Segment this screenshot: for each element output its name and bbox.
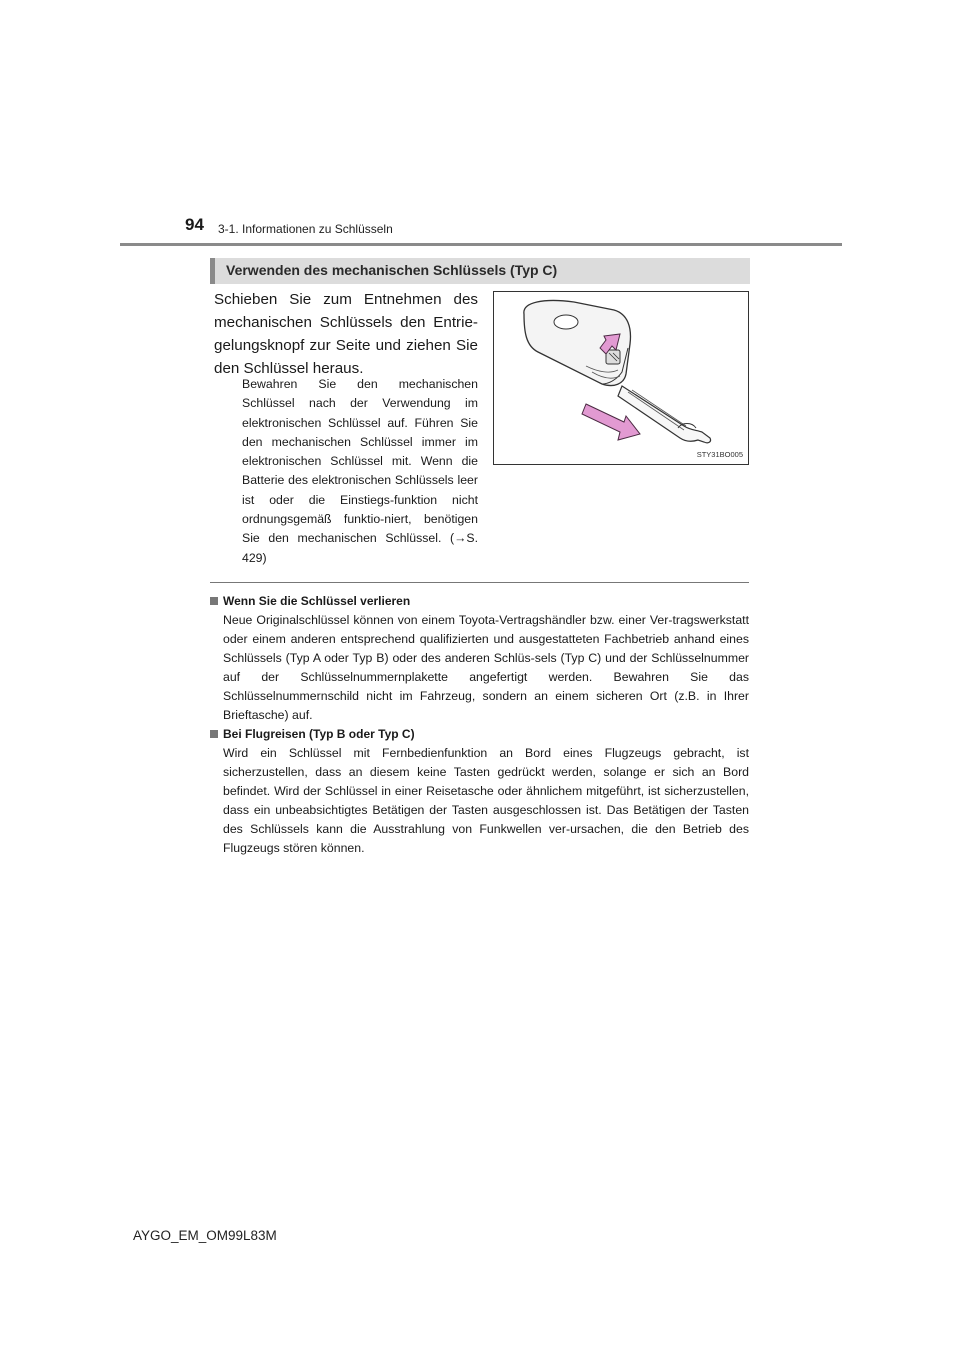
- air-travel-heading-text: Bei Flugreisen (Typ B oder Typ C): [223, 727, 415, 741]
- key-illustration-drawing: [494, 292, 748, 464]
- key-storage-note: Bewahren Sie den mechanischen Schlüssel nach der Verwendung im elektronischen Schlüssel auf. Führen Sie den mechanischen Schlüssel immer im elektronischen Schlüssel mit. Wenn die Batterie des elektronischen Schlüssels leer ist oder die Einstiegs-funktion nicht ordnungsgemäß funktio-niert, benötigen Sie den mechanischen Schlüssel. (→S. 429): [242, 377, 478, 565]
- bullet-square-icon: [210, 597, 218, 605]
- air-travel-text: Wird ein Schlüssel mit Fernbedienfunktion an Bord eines Flugzeugs gebracht, ist sicherzustellen, dass an diesem keine Tasten gedrückt werden, solange er sich an Bord befindet. Wird der Schlüssel in einer Reisetasche oder ähnlichem mitgeführt, ist sicherzustellen, dass ein unbeabsichtigtes Betätigen der Tasten ausgeschlossen ist. Das Betätigen der Tasten des Schlüssels kann die Ausstrahlung von Funkwellen ver-ursachen, die den Betrieb des Flugzeugs stören können.: [223, 746, 749, 856]
- section-title-bar: [210, 258, 750, 284]
- header-divider: [120, 243, 842, 246]
- footer-document-code: AYGO_EM_OM99L83M: [133, 1228, 277, 1243]
- section-header: 3-1. Informationen zu Schlüsseln: [218, 222, 393, 236]
- main-instruction: Schieben Sie zum Entnehmen des mechanischen Schlüssels den Entrie-gelungsknopf zur Seite und ziehen Sie den Schlüssel heraus.: [214, 291, 478, 377]
- lost-keys-text: Neue Originalschlüssel können von einem Toyota-Vertragshändler bzw. einer Ver-tragswerkstatt oder einem anderen entsprechend qualifizierten und ausgestatteten Fachbetrieb anhand eines Schlüssels (Typ A oder Typ B) oder des anderen Schlüs-sels (Typ C) und der Schlüsselnummer auf der Schlüsselnummernplakette angefertigt werden. Bewahren Sie das Schlüsselnummernschild nicht im Fahrzeug, sondern an einem sicheren Ort (z.B. in Ihrer Brieftasche) auf.: [223, 613, 749, 723]
- section-title: Verwenden des mechanischen Schlüssels (Typ C): [226, 262, 558, 278]
- lost-keys-heading: [210, 594, 410, 608]
- illustration-code: STY31BO005: [696, 450, 743, 459]
- bullet-square-icon: [210, 730, 218, 738]
- pull-arrow-icon: [582, 404, 640, 440]
- content-divider: [210, 582, 749, 583]
- key-illustration: [493, 291, 749, 465]
- page-number: 94: [185, 215, 204, 234]
- lost-keys-heading-text: Wenn Sie die Schlüssel verlieren: [223, 594, 411, 608]
- air-travel-heading: [210, 727, 415, 741]
